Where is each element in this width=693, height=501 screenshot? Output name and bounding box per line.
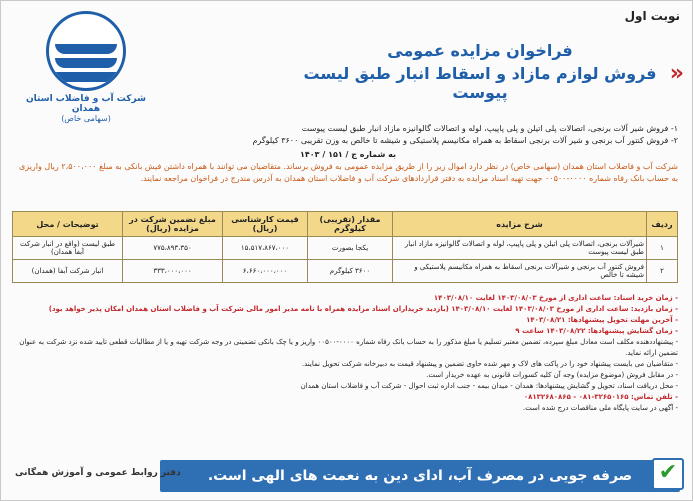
turn-label: نوبت اول xyxy=(624,9,680,23)
cell-desc: شیرآلات برنجی، اتصالات پلی اتیلن و پلی پاپیپ، لوله و اتصالات گالوانیزه مازاد انبار طبق لیست پیوست xyxy=(393,237,647,260)
cell-guarantee: ۳۳۳،۰۰۰،۰۰۰ xyxy=(123,260,223,283)
cell-price: ۶،۶۶۰،۰۰۰،۰۰۰ xyxy=(223,260,308,283)
table-row xyxy=(13,260,678,283)
col-desc: شرح مزایده xyxy=(393,212,647,237)
item-1: ۱- فروش شیر آلات برنجی، اتصالات پلی اتیلن و پلی پاپیپ، لوله و اتصالات گالوانیزه مازاد انبار طبق لیست پیوست xyxy=(301,124,678,133)
notes-list xyxy=(18,293,678,414)
items-table xyxy=(12,211,678,283)
note-item: - زمان بازدید: ساعت اداری از مورخ ۱۴۰۳/۰۸/۰۳ لغایت ۱۴۰۳/۰۸/۱۰ (بازدید خریداران اسناد مزایده همراه با نامه مدیر امور مالی شرکت آب و فاضلاب استان همدان امکان پذیر خواهد بود) xyxy=(48,305,678,313)
cell-qty: ۳۶۰۰ کیلوگرم xyxy=(308,260,393,283)
col-price: قیمت کارشناسی (ریال) xyxy=(223,212,308,237)
cell-location: انبار شرکت آبفا (همدان) xyxy=(13,260,123,283)
note-item: - متقاضیان می بایست پیشنهاد خود را در پاکت های لاک و مهر شده حاوی تضمین و پیشنهاد قیمت به دبیرخانه شرکت تحویل نمایند. xyxy=(301,360,678,368)
note-item: - تلفن تماس: ۳۲۶۵۰۱۶۵-۰۸۱ - ۰۸۱۳۲۶۸۰۸۶۵ xyxy=(523,393,678,401)
notice-intro: شرکت آب و فاضلاب استان همدان (سهامی خاص) در نظر دارد اموال زیر را از طریق مزایده عمومی به فروش برساند. متقاضیان می توانند با همراه داشتن فیش بانکی به مبلغ ۲،۵۰۰،۰۰۰ ریال واریزی به حساب بانک رفاه شماره ۰۰۰۰-۰۰۵۰۰ جهت تهیه اسناد مزایده به دفتر قراردادهای شرکت آب و فاضلاب استان همدان به آدرس مندرج در فراخوان مراجعه نمایند. xyxy=(19,162,678,183)
chevron-icon: « xyxy=(669,61,684,86)
title-line-1: فراخوان مزایده عمومی xyxy=(387,41,573,60)
note-item: - آخرین مهلت تحویل پیشنهادها: ۱۴۰۳/۰۸/۲۱ xyxy=(526,316,678,324)
table-row xyxy=(13,237,678,260)
col-location: توضیحات / محل xyxy=(13,212,123,237)
cell-guarantee: ۷۷۵،۸۹۳،۳۵۰ xyxy=(123,237,223,260)
note-item: - زمان گشایش پیشنهادها: ۱۴۰۳/۰۸/۲۲ ساعت ۹ xyxy=(515,327,678,335)
col-guarantee: مبلغ تضمین شرکت در مزایده (ریال) xyxy=(123,212,223,237)
title-line-2: فروش لوازم مازاد و اسقاط انبار طبق لیست پیوست xyxy=(303,64,657,102)
notice-number: به شماره ج / ۱۵۱ / ۱۴۰۳ xyxy=(300,150,396,159)
cell-qty: یکجا بصورت xyxy=(308,237,393,260)
cell-price: ۱۵،۵۱۷،۸۶۷،۰۰۰ xyxy=(223,237,308,260)
cell-location: طبق لیست (واقع در انبار شرکت آبفا همدان) xyxy=(13,237,123,260)
col-row: ردیف xyxy=(647,212,678,237)
note-item: - در مقابل فروش (موضوع مزایده) وجه آن کلیه کسورات قانونی به عهده خریدار است. xyxy=(426,371,678,379)
company-logo xyxy=(21,11,151,121)
cell-row: ۲ xyxy=(647,260,678,283)
note-item: - زمان خرید اسناد: ساعت اداری از مورخ ۱۴۰۳/۰۸/۰۳ لغایت ۱۴۰۳/۰۸/۱۰ xyxy=(433,294,678,302)
cell-desc: فروش کنتور آب برنجی و شیرآلات برنجی اسقاط به همراه مکانیسم پلاستیکی و شیشه تا خالص xyxy=(393,260,647,283)
notice-title xyxy=(300,41,660,102)
logo-org-name: شرکت آب و فاضلاب استان همدان xyxy=(26,94,146,114)
col-qty: مقدار (تقریبی) کیلوگرم xyxy=(308,212,393,237)
slogan-bar: صرفه جویی در مصرف آب، ادای دین به نعمت های الهی است. xyxy=(160,460,680,492)
cell-row: ۱ xyxy=(647,237,678,260)
water-drop-icon xyxy=(46,11,126,91)
note-item: - پیشنهاددهنده مکلف است معادل مبلغ سپرده، تضمین معتبر تسلیم یا مبلغ مذکور را به حساب بانک رفاه شماره ۰۰۰۰-۰۰۵۰۰ واریز و یا چک بانکی تضمینی در وجه شرکت تهیه و یا از مطالبات قطعی تایید شده نزد شرکت به عنوان تضمین ارائه نماید. xyxy=(19,338,678,357)
note-item: - محل دریافت اسناد، تحویل و گشایش پیشنهادها: همدان - میدان بیمه - جنب اداره ثبت احوال - شرکت آب و فاضلاب استان همدان xyxy=(300,382,678,390)
logo-sub: (سهامی خاص) xyxy=(61,114,111,123)
item-2: ۲- فروش کنتور آب برنجی و شیر آلات برنجی اسقاط به همراه مکانیسم پلاستیکی و شیشه تا خالص به وزن تقریبی ۳۶۰۰ کیلوگرم xyxy=(252,136,678,145)
footer xyxy=(1,450,692,500)
items-list xyxy=(18,123,678,161)
pr-office: دفتر روابط عمومی و آموزش همگانی xyxy=(15,468,181,478)
note-item: - آگهی در سایت پایگاه ملی مناقصات درج شده است. xyxy=(522,404,678,412)
checkmark-icon: ✔ xyxy=(652,458,684,490)
